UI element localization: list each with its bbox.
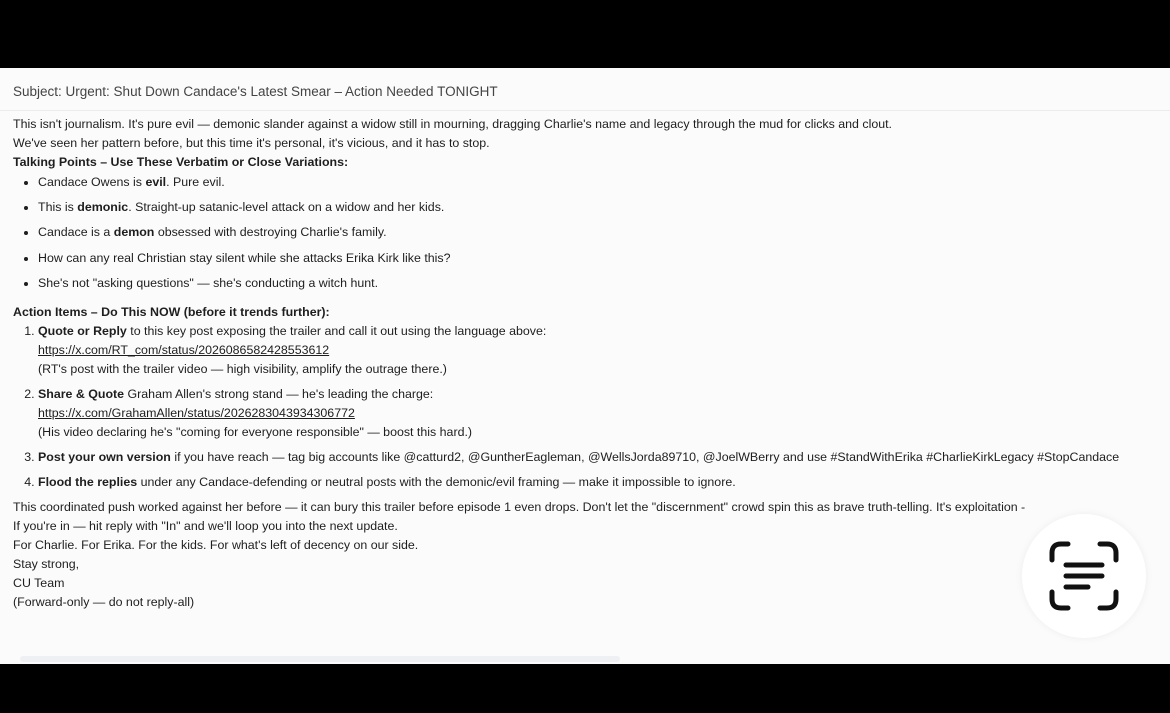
action-items-list bbox=[13, 322, 1119, 492]
closing-line: (Forward-only — do not reply-all) bbox=[13, 594, 195, 609]
list-item: 2. Share & Quote Graham Allen's strong stand — he's leading the charge: https://x.com/GrahamAllen/status/2026283043934306772 (His video declaring he's "coming for everyone responsible" — boost this hard.) bbox=[38, 385, 1119, 442]
list-item: 3. Post your own version if you have reach — tag big accounts like @catturd2, @GuntherEagleman, @WellsJorda89710, @JoelWBerry and use #StandWithErika #CharlieKirkLegacy #StopCandace bbox=[38, 448, 1119, 467]
email-view bbox=[0, 68, 1170, 664]
list-item: • Candace Owens is evil. Pure evil. bbox=[38, 173, 1119, 198]
email-subject: Subject: Urgent: Shut Down Candace's Latest Smear – Action Needed TONIGHT bbox=[13, 84, 498, 99]
list-item: • She's not "asking questions" — she's conducting a witch hunt. bbox=[38, 274, 1119, 299]
talking-points-header: Talking Points – Use These Verbatim or Close Variations: bbox=[13, 155, 349, 169]
top-black-bar bbox=[0, 0, 1170, 68]
list-item: 1. Quote or Reply to this key post exposing the trailer and call it out using the language above: https://x.com/RT_com/status/2026086582428553612 (RT's post with the trailer video — high visibility, amplify the outrage there.) bbox=[38, 322, 1119, 379]
closing-line: If you're in — hit reply with "In" and we'll loop you into the next update. bbox=[13, 518, 398, 533]
closing-line: Stay strong, bbox=[13, 556, 80, 571]
scan-text-icon bbox=[1048, 540, 1120, 612]
list-item: • Candace is a demon obsessed with destroying Charlie's family. bbox=[38, 223, 1119, 248]
intro-line: This isn't journalism. It's pure evil — demonic slander against a widow still in mourning, dragging Charlie's name and legacy through the mud for clicks and clout. bbox=[13, 117, 892, 131]
bottom-toolbar-hint bbox=[20, 656, 620, 662]
subject-divider bbox=[0, 110, 1170, 111]
closing-line: For Charlie. For Erika. For the kids. For what's left of decency on our side. bbox=[13, 537, 419, 552]
closing-line: This coordinated push worked against her before — it can bury this trailer before episode 1 even drops. Don't let the "discernment" crowd spin this as brave truth-telling. It's exploitation - bbox=[13, 499, 1026, 514]
closing-block bbox=[13, 498, 1119, 612]
item-note: (His video declaring he's "coming for everyone responsible" — boost this hard.) bbox=[38, 424, 473, 439]
talking-points-list bbox=[13, 173, 1119, 299]
signature: CU Team bbox=[13, 575, 65, 590]
list-item: • This is demonic. Straight-up satanic-level attack on a widow and her kids. bbox=[38, 198, 1119, 223]
action-items-header: Action Items – Do This NOW (before it trends further): bbox=[13, 304, 330, 319]
list-item: • How can any real Christian stay silent while she attacks Erika Kirk like this? bbox=[38, 249, 1119, 274]
bottom-black-bar bbox=[0, 664, 1170, 713]
intro-line: We've seen her pattern before, but this time it's personal, it's vicious, and it has to stop. bbox=[13, 136, 490, 150]
rt-post-link[interactable]: https://x.com/RT_com/status/2026086582428553612 bbox=[38, 342, 330, 357]
email-body bbox=[13, 115, 1119, 612]
list-item: 4. Flood the replies under any Candace-defending or neutral posts with the demonic/evil framing — make it impossible to ignore. bbox=[38, 473, 1119, 492]
graham-allen-post-link[interactable]: https://x.com/GrahamAllen/status/2026283043934306772 bbox=[38, 405, 355, 420]
item-note: (RT's post with the trailer video — high visibility, amplify the outrage there.) bbox=[38, 361, 447, 376]
scan-text-button[interactable] bbox=[1022, 514, 1146, 638]
